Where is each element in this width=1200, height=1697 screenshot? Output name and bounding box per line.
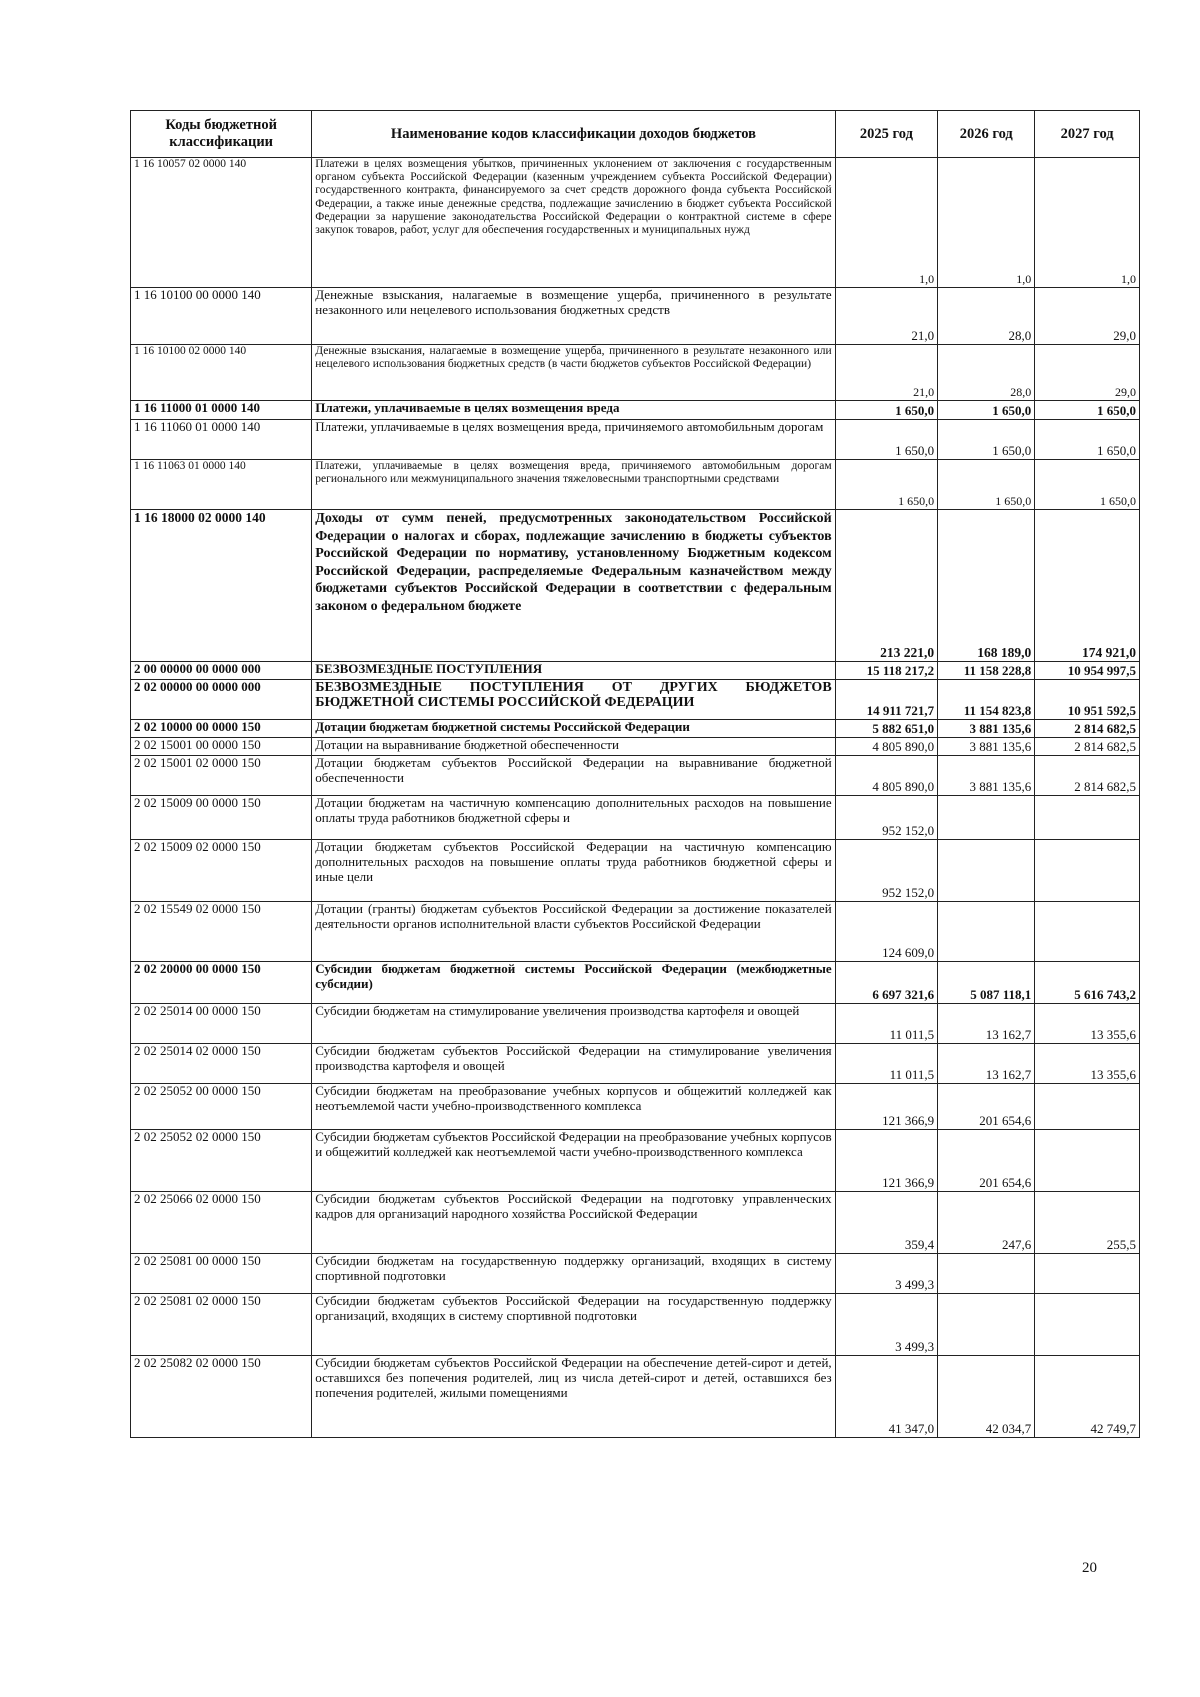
budget-table-sheet (130, 110, 1140, 1438)
header-code: Коды бюджетной классификации (131, 111, 312, 158)
table-header-row (131, 111, 1140, 158)
row-value-2027 (1035, 796, 1140, 840)
row-name: Субсидии бюджетам субъектов Российской Федерации на государственную поддержку организаций, входящих в систему спортивной подготовки (312, 1294, 835, 1356)
row-value-2025: 21,0 (835, 345, 938, 401)
row-name: Субсидии бюджетам субъектов Российской Федерации на подготовку управленческих кадров для организаций народного хозяйства Российской Федерации (312, 1192, 835, 1254)
table-row (131, 1004, 1140, 1044)
row-value-2025: 1,0 (835, 158, 938, 288)
row-value-2026: 13 162,7 (938, 1004, 1035, 1044)
row-code: 2 02 15009 00 0000 150 (131, 796, 312, 840)
row-value-2027: 2 814 682,5 (1035, 756, 1140, 796)
row-code: 2 02 15009 02 0000 150 (131, 840, 312, 902)
row-name: Денежные взыскания, налагаемые в возмещение ущерба, причиненного в результате незаконного или нецелевого использования бюджетных средств (в части бюджетов субъектов Российской Федерации) (312, 345, 835, 401)
row-name: Дотации бюджетам субъектов Российской Федерации на выравнивание бюджетной обеспеченности (312, 756, 835, 796)
row-value-2025: 3 499,3 (835, 1254, 938, 1294)
row-value-2027: 1 650,0 (1035, 420, 1140, 460)
row-value-2027: 174 921,0 (1035, 510, 1140, 662)
table-row (131, 840, 1140, 902)
row-value-2027: 10 951 592,5 (1035, 680, 1140, 720)
row-code: 2 02 25081 00 0000 150 (131, 1254, 312, 1294)
row-code: 1 16 10057 02 0000 140 (131, 158, 312, 288)
row-value-2025: 5 882 651,0 (835, 720, 938, 738)
row-value-2025: 6 697 321,6 (835, 962, 938, 1004)
table-row (131, 1044, 1140, 1084)
row-value-2025: 3 499,3 (835, 1294, 938, 1356)
row-value-2027 (1035, 902, 1140, 962)
row-value-2025: 213 221,0 (835, 510, 938, 662)
row-code: 2 02 25052 02 0000 150 (131, 1130, 312, 1192)
row-name: Дотации бюджетам субъектов Российской Федерации на частичную компенсацию дополнительных расходов на повышение оплаты труда работников бюджетной сферы и иные цели (312, 840, 835, 902)
row-value-2026 (938, 1294, 1035, 1356)
budget-income-table (130, 110, 1140, 1438)
row-name: Субсидии бюджетам субъектов Российской Федерации на обеспечение детей-сирот и детей, оставшихся без попечения родителей, лиц из числа детей-сирот и детей, оставшихся без попечения родителей, жилыми помещениями (312, 1356, 835, 1438)
row-name: Дотации на выравнивание бюджетной обеспеченности (312, 738, 835, 756)
row-name: Платежи, уплачиваемые в целях возмещения вреда, причиняемого автомобильным дорогам регионального или межмуниципального значения тяжеловесными транспортными средствами (312, 460, 835, 510)
table-row (131, 756, 1140, 796)
row-name: Платежи, уплачиваемые в целях возмещения вреда, причиняемого автомобильным дорогам (312, 420, 835, 460)
row-value-2027: 5 616 743,2 (1035, 962, 1140, 1004)
table-row (131, 1294, 1140, 1356)
row-value-2025: 4 805 890,0 (835, 756, 938, 796)
row-name: Дотации (гранты) бюджетам субъектов Российской Федерации за достижение показателей деятельности органов исполнительной власти субъектов Российской Федерации (312, 902, 835, 962)
row-value-2026: 201 654,6 (938, 1130, 1035, 1192)
table-row (131, 288, 1140, 345)
table-row (131, 1130, 1140, 1192)
row-value-2025: 952 152,0 (835, 796, 938, 840)
row-code: 1 16 11060 01 0000 140 (131, 420, 312, 460)
row-code: 2 02 20000 00 0000 150 (131, 962, 312, 1004)
row-name: Субсидии бюджетам на стимулирование увеличения производства картофеля и овощей (312, 1004, 835, 1044)
row-value-2025: 359,4 (835, 1192, 938, 1254)
row-code: 1 16 11063 01 0000 140 (131, 460, 312, 510)
row-value-2025: 15 118 217,2 (835, 662, 938, 680)
header-2027: 2027 год (1035, 111, 1140, 158)
row-value-2026: 28,0 (938, 288, 1035, 345)
row-name: Субсидии бюджетам субъектов Российской Федерации на преобразование учебных корпусов и общежитий колледжей как неотъемлемой части учебно-производственного комплекса (312, 1130, 835, 1192)
row-code: 2 02 25066 02 0000 150 (131, 1192, 312, 1254)
table-row (131, 738, 1140, 756)
row-value-2026: 1 650,0 (938, 420, 1035, 460)
row-value-2027 (1035, 840, 1140, 902)
header-2026: 2026 год (938, 111, 1035, 158)
row-name: Денежные взыскания, налагаемые в возмещение ущерба, причиненного в результате незаконного или нецелевого использования бюджетных средств (312, 288, 835, 345)
row-value-2026 (938, 1254, 1035, 1294)
row-code: 1 16 18000 02 0000 140 (131, 510, 312, 662)
table-row (131, 460, 1140, 510)
table-row (131, 1192, 1140, 1254)
row-value-2026: 3 881 135,6 (938, 738, 1035, 756)
row-code: 2 02 15001 02 0000 150 (131, 756, 312, 796)
row-value-2026: 11 158 228,8 (938, 662, 1035, 680)
row-value-2027: 1 650,0 (1035, 401, 1140, 420)
row-code: 2 00 00000 00 0000 000 (131, 662, 312, 680)
row-code: 2 02 15001 00 0000 150 (131, 738, 312, 756)
row-value-2027 (1035, 1254, 1140, 1294)
row-code: 1 16 11000 01 0000 140 (131, 401, 312, 420)
row-value-2026 (938, 902, 1035, 962)
row-value-2026: 42 034,7 (938, 1356, 1035, 1438)
row-name: Доходы от сумм пеней, предусмотренных законодательством Российской Федерации о налогах и сборах, подлежащие зачислению в бюджеты субъектов Российской Федерации по нормативу, установленному Бюджетным кодексом Российской Федерации, распределяемые Федеральным казначейством между бюджетами субъектов Российской Федерации в соответствии с федеральным законом о федеральном бюджете (312, 510, 835, 662)
table-row (131, 510, 1140, 662)
row-code: 2 02 25082 02 0000 150 (131, 1356, 312, 1438)
row-value-2025: 11 011,5 (835, 1044, 938, 1084)
row-value-2026: 13 162,7 (938, 1044, 1035, 1084)
row-code: 1 16 10100 00 0000 140 (131, 288, 312, 345)
row-value-2026: 168 189,0 (938, 510, 1035, 662)
row-name: Платежи, уплачиваемые в целях возмещения вреда (312, 401, 835, 420)
row-value-2025: 1 650,0 (835, 460, 938, 510)
row-value-2026: 1 650,0 (938, 401, 1035, 420)
row-code: 2 02 15549 02 0000 150 (131, 902, 312, 962)
table-row (131, 902, 1140, 962)
row-value-2025: 121 366,9 (835, 1130, 938, 1192)
row-code: 2 02 00000 00 0000 000 (131, 680, 312, 720)
table-row (131, 420, 1140, 460)
table-row (131, 720, 1140, 738)
row-value-2025: 124 609,0 (835, 902, 938, 962)
row-value-2025: 121 366,9 (835, 1084, 938, 1130)
row-value-2025: 11 011,5 (835, 1004, 938, 1044)
table-row (131, 1254, 1140, 1294)
row-value-2026: 1,0 (938, 158, 1035, 288)
row-value-2025: 1 650,0 (835, 401, 938, 420)
row-code: 2 02 25014 00 0000 150 (131, 1004, 312, 1044)
row-value-2027: 13 355,6 (1035, 1044, 1140, 1084)
row-value-2025: 952 152,0 (835, 840, 938, 902)
header-name: Наименование кодов классификации доходов бюджетов (312, 111, 835, 158)
row-value-2027: 2 814 682,5 (1035, 738, 1140, 756)
table-row (131, 401, 1140, 420)
row-value-2025: 41 347,0 (835, 1356, 938, 1438)
row-value-2027: 29,0 (1035, 345, 1140, 401)
row-name: Дотации бюджетам бюджетной системы Российской Федерации (312, 720, 835, 738)
row-value-2025: 4 805 890,0 (835, 738, 938, 756)
row-name: БЕЗВОЗМЕЗДНЫЕ ПОСТУПЛЕНИЯ ОТ ДРУГИХ БЮДЖЕТОВ БЮДЖЕТНОЙ СИСТЕМЫ РОССИЙСКОЙ ФЕДЕРАЦИИ (312, 680, 835, 720)
row-value-2026: 3 881 135,6 (938, 756, 1035, 796)
row-name: Субсидии бюджетам на государственную поддержку организаций, входящих в систему спортивной подготовки (312, 1254, 835, 1294)
row-value-2026 (938, 796, 1035, 840)
row-value-2027: 42 749,7 (1035, 1356, 1140, 1438)
header-2025: 2025 год (835, 111, 938, 158)
page-number: 20 (1082, 1560, 1097, 1576)
row-code: 2 02 25081 02 0000 150 (131, 1294, 312, 1356)
table-row (131, 680, 1140, 720)
row-value-2025: 14 911 721,7 (835, 680, 938, 720)
row-code: 1 16 10100 02 0000 140 (131, 345, 312, 401)
row-name: Дотации бюджетам на частичную компенсацию дополнительных расходов на повышение оплаты труда работников бюджетной сферы и (312, 796, 835, 840)
row-value-2027: 1,0 (1035, 158, 1140, 288)
row-value-2027: 2 814 682,5 (1035, 720, 1140, 738)
row-value-2026 (938, 840, 1035, 902)
row-value-2026: 3 881 135,6 (938, 720, 1035, 738)
row-value-2027: 255,5 (1035, 1192, 1140, 1254)
row-value-2026: 11 154 823,8 (938, 680, 1035, 720)
row-value-2026: 28,0 (938, 345, 1035, 401)
row-value-2026: 201 654,6 (938, 1084, 1035, 1130)
table-row (131, 158, 1140, 288)
row-value-2025: 21,0 (835, 288, 938, 345)
table-row (131, 796, 1140, 840)
row-name: Субсидии бюджетам на преобразование учебных корпусов и общежитий колледжей как неотъемлемой части учебно-производственного комплекса (312, 1084, 835, 1130)
table-row (131, 962, 1140, 1004)
row-value-2026: 247,6 (938, 1192, 1035, 1254)
row-name: Субсидии бюджетам субъектов Российской Федерации на стимулирование увеличения производства картофеля и овощей (312, 1044, 835, 1084)
table-row (131, 1084, 1140, 1130)
row-value-2025: 1 650,0 (835, 420, 938, 460)
row-code: 2 02 10000 00 0000 150 (131, 720, 312, 738)
row-name: БЕЗВОЗМЕЗДНЫЕ ПОСТУПЛЕНИЯ (312, 662, 835, 680)
table-row (131, 662, 1140, 680)
row-code: 2 02 25014 02 0000 150 (131, 1044, 312, 1084)
row-value-2027 (1035, 1294, 1140, 1356)
table-row (131, 345, 1140, 401)
row-value-2027: 1 650,0 (1035, 460, 1140, 510)
row-value-2027: 29,0 (1035, 288, 1140, 345)
row-code: 2 02 25052 00 0000 150 (131, 1084, 312, 1130)
row-name: Платежи в целях возмещения убытков, причиненных уклонением от заключения с государственным органом субъекта Российской Федерации (казенным учреждением субъекта Российской Федерации) государственного контракта, финансируемого за счет средств дорожного фонда субъекта Российской Федерации, а также иные денежные средства, подлежащие зачислению в бюджет субъекта Российской Федерации за нарушение законодательства Российской Федерации о контрактной системе в сфере закупок товаров, работ, услуг для обеспечения государственных и муниципальных нужд (312, 158, 835, 288)
row-value-2026: 5 087 118,1 (938, 962, 1035, 1004)
table-row (131, 1356, 1140, 1438)
row-value-2027: 10 954 997,5 (1035, 662, 1140, 680)
row-value-2027: 13 355,6 (1035, 1004, 1140, 1044)
row-value-2026: 1 650,0 (938, 460, 1035, 510)
row-value-2027 (1035, 1084, 1140, 1130)
row-name: Субсидии бюджетам бюджетной системы Российской Федерации (межбюджетные субсидии) (312, 962, 835, 1004)
row-value-2027 (1035, 1130, 1140, 1192)
